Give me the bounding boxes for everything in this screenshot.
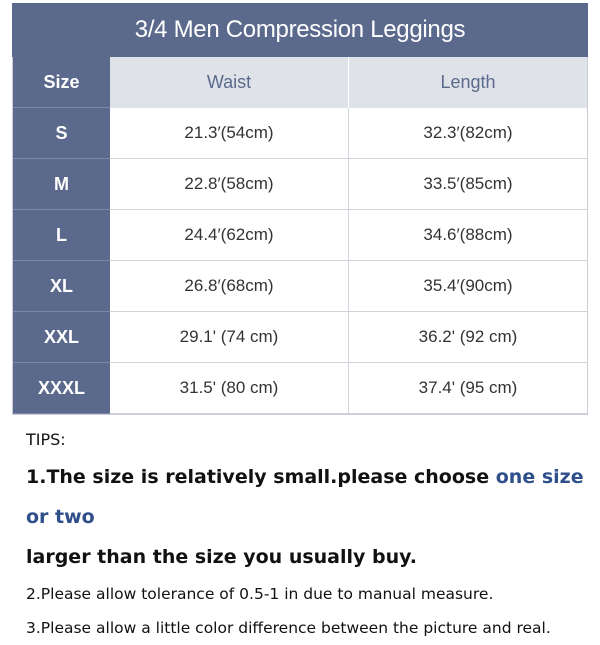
size-cell: XL (13, 261, 110, 312)
tips-label: TIPS: (26, 430, 66, 449)
size-chart (12, 3, 588, 408)
length-cell: 33.5′(85cm) (349, 159, 588, 210)
length-cell: 35.4′(90cm) (349, 261, 588, 312)
table-row (13, 108, 587, 159)
waist-cell: 26.8′(68cm) (110, 261, 349, 312)
length-cell: 34.6′(88cm) (349, 210, 588, 261)
chart-title: 3/4 Men Compression Leggings (12, 3, 588, 57)
waist-cell: 22.8′(58cm) (110, 159, 349, 210)
length-header: Length (349, 57, 588, 108)
length-cell: 37.4' (95 cm) (349, 363, 588, 414)
size-cell: M (13, 159, 110, 210)
size-header: Size (13, 57, 110, 108)
waist-cell: 21.3′(54cm) (110, 108, 349, 159)
waist-cell: 29.1' (74 cm) (110, 312, 349, 363)
tip-1-continued: larger than the size you usually buy. (26, 546, 418, 568)
header-row (13, 57, 587, 108)
length-cell: 36.2' (92 cm) (349, 312, 588, 363)
table-row (13, 159, 587, 210)
waist-header: Waist (110, 57, 349, 108)
size-table-wrap (12, 57, 588, 415)
waist-cell: 24.4′(62cm) (110, 210, 349, 261)
size-cell: XXL (13, 312, 110, 363)
size-table (13, 57, 587, 414)
table-row (13, 210, 587, 261)
size-cell: XXXL (13, 363, 110, 414)
tip-1 (26, 457, 596, 537)
size-cell: S (13, 108, 110, 159)
size-cell: L (13, 210, 110, 261)
table-row (13, 261, 587, 312)
length-cell: 32.3′(82cm) (349, 108, 588, 159)
tip-2: 2.Please allow tolerance of 0.5-1 in due to manual measure. (26, 585, 494, 603)
table-row (13, 363, 587, 414)
tip-1-text: 1.The size is relatively small.please choose (26, 466, 496, 488)
tip-1-highlight: one size or two (26, 466, 584, 528)
tip-3: 3.Please allow a little color difference between the picture and real. (26, 619, 551, 637)
tips-section (26, 430, 596, 645)
waist-cell: 31.5' (80 cm) (110, 363, 349, 414)
table-row (13, 312, 587, 363)
